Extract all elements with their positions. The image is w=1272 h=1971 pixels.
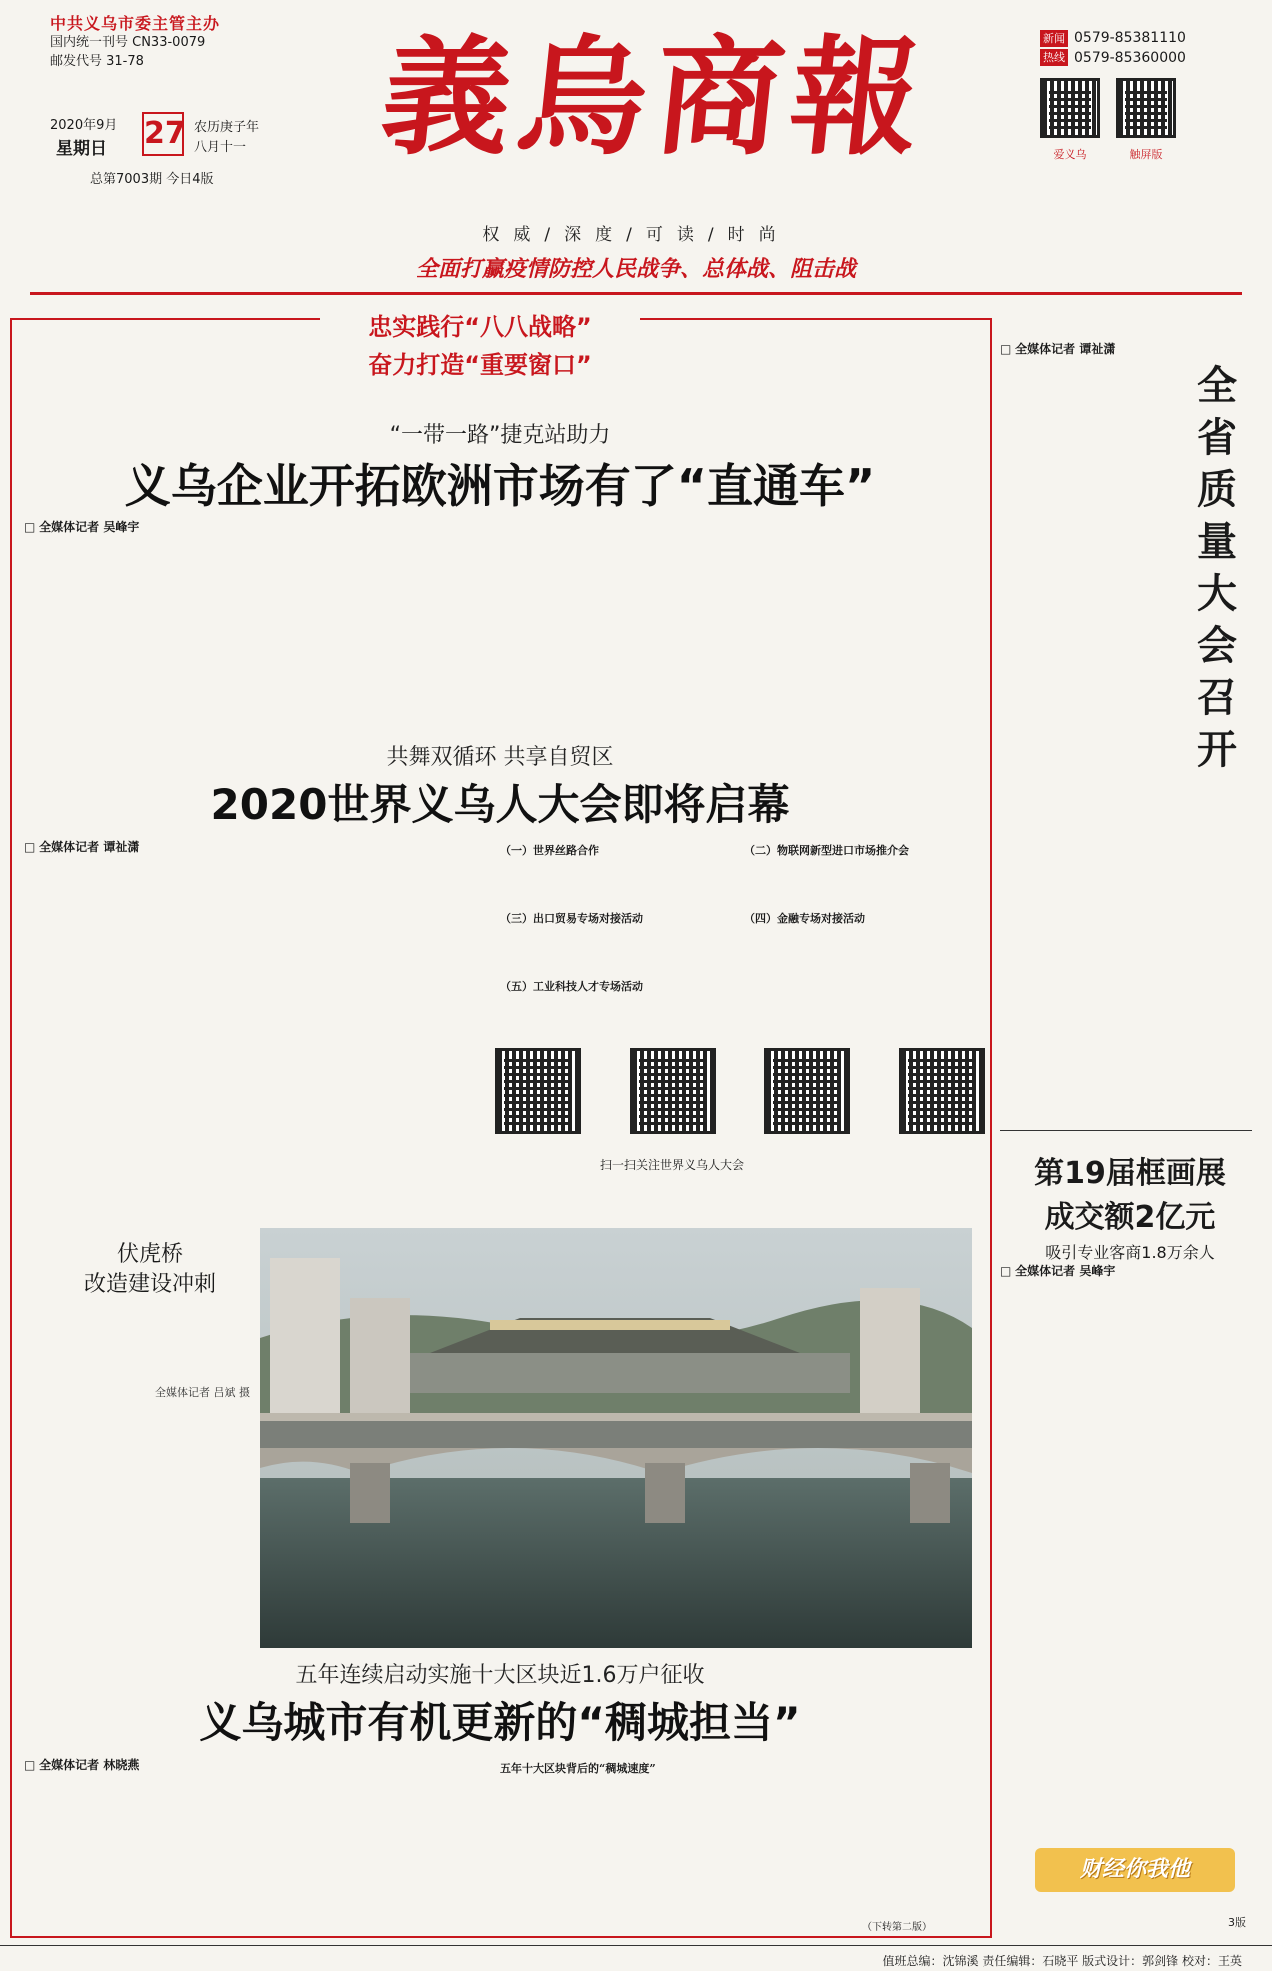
issue-number: 总第7003期 今日4版 [90,172,214,187]
story2-kicker: 共舞双循环 共享自贸区 [386,745,614,770]
right1-body-top [1000,360,1185,690]
right2-body [1000,1280,1250,1840]
activity-heading: （二）物联网新型进口市场推介会 [744,844,909,857]
photo-caption [80,1378,250,1401]
activity-heading: （三）出口贸易专场对接活动 [500,912,643,925]
banner-line-2: 奋力打造“重要窗口” [368,351,592,379]
campaign-slogan: 全面打赢疫情防控人民战争、总体战、阻击战 [415,257,856,282]
editorial-footer: 值班总编：沈锦溪 责任编辑：石晓平 版式设计：郭剑锋 校对：王英 [0,1945,1272,1971]
qr-label-2: 触屏版 [1129,148,1163,161]
right2-byline: □ 全媒体记者 吴峰宇 [1000,1262,1115,1279]
bridge-photo[interactable] [260,1228,972,1648]
right2-headline-line-2: 成交额2亿元 [1044,1200,1216,1235]
phone-number-2: 0579-85360000 [1074,50,1186,66]
story3-kicker: 五年连续启动实施十大区块近1.6万户征收 [295,1663,705,1688]
qr-code-icon[interactable] [764,1048,850,1134]
qr-code-icon[interactable] [899,1048,985,1134]
story2-activity-list [500,838,974,1038]
photo-title-line-1: 伏虎桥 [116,1242,183,1267]
qr-code-icon[interactable] [1116,78,1176,138]
story2-byline: □ 全媒体记者 谭祉潇 [24,838,139,855]
phone-number-1: 0579-85381110 [1074,30,1186,46]
activity-heading: （五）工业科技人才专场活动 [500,980,643,993]
story1-body [24,536,974,724]
right1-byline: □ 全媒体记者 谭祉潇 [1000,340,1115,357]
photo-credit: 全媒体记者 吕斌 摄 [155,1386,250,1399]
right1-headline[interactable]: 全省质量大会召开 [1197,363,1237,773]
column-promo-button[interactable]: 财经你我他 [1035,1848,1235,1892]
cn-number: 国内统一刊号 CN33-0079 [50,35,206,50]
continued-note: （下转第二版） [862,1922,932,1933]
qr-code-icon[interactable] [495,1048,581,1134]
masthead-rule [30,292,1242,295]
hotline-tag: 热线 [1040,49,1068,66]
story1-kicker: “一带一路”捷克站助力 [389,423,611,448]
lunar-date: 八月十一 [194,140,247,155]
story2-headline[interactable]: 2020世界义乌人大会即将启幕 [210,780,790,829]
page-reference: 3版 [1228,1916,1246,1929]
story3-headline[interactable]: 义乌城市有机更新的“稠城担当” [199,1698,801,1747]
masthead-left [50,14,270,71]
right-divider [1000,1130,1252,1131]
story3-byline: □ 全媒体记者 林晓燕 [24,1756,139,1773]
activity-heading: （一）世界丝路合作 [500,844,599,857]
story1-headline[interactable]: 义乌企业开拓欧洲市场有了“直通车” [124,459,876,513]
news-tag: 新闻 [1040,30,1068,47]
qr-label-1: 爱义乌 [1053,148,1087,161]
photo-title [60,1240,240,1300]
date-box [50,112,320,159]
story3-subheading: 五年十大区块背后的“稠城速度” [500,1762,656,1775]
activity-heading: （四）金融专场对接活动 [744,912,865,925]
date-month: 2020年9月 [50,118,118,133]
right2-subheadline: 吸引专业客商1.8万余人 [1045,1243,1215,1262]
masthead-right [1040,28,1250,162]
story2-body [24,856,484,1164]
qr-code-icon[interactable] [1040,78,1100,138]
masthead-tagline: 权威/深度/可读/时尚 [482,225,790,245]
qr-code-row [495,1048,985,1168]
right2-headline[interactable] [1010,1148,1250,1263]
right2-headline-line-1: 第19届框画展 [1034,1156,1226,1191]
banner-line-1: 忠实践行“八八战略” [368,313,592,341]
publisher-line: 中共义乌市委主管主办 [50,14,221,33]
photo-title-line-2: 改造建设冲刺 [83,1272,216,1297]
qr-code-icon[interactable] [630,1048,716,1134]
post-code: 邮发代号 31-78 [50,54,144,69]
date-weekday: 星期日 [56,139,107,159]
qr-caption: 扫一扫关注世界义乌人大会 [600,1158,745,1172]
topic-banner [320,308,640,396]
story1-byline: □ 全媒体记者 吴峰宇 [24,518,139,535]
story3-body [24,1774,974,1932]
bridge-illustration [260,1228,972,1648]
date-day: 27 [142,112,184,156]
lunar-year: 农历庚子年 [194,120,260,135]
newspaper-logo: 義烏商報 [375,23,935,173]
